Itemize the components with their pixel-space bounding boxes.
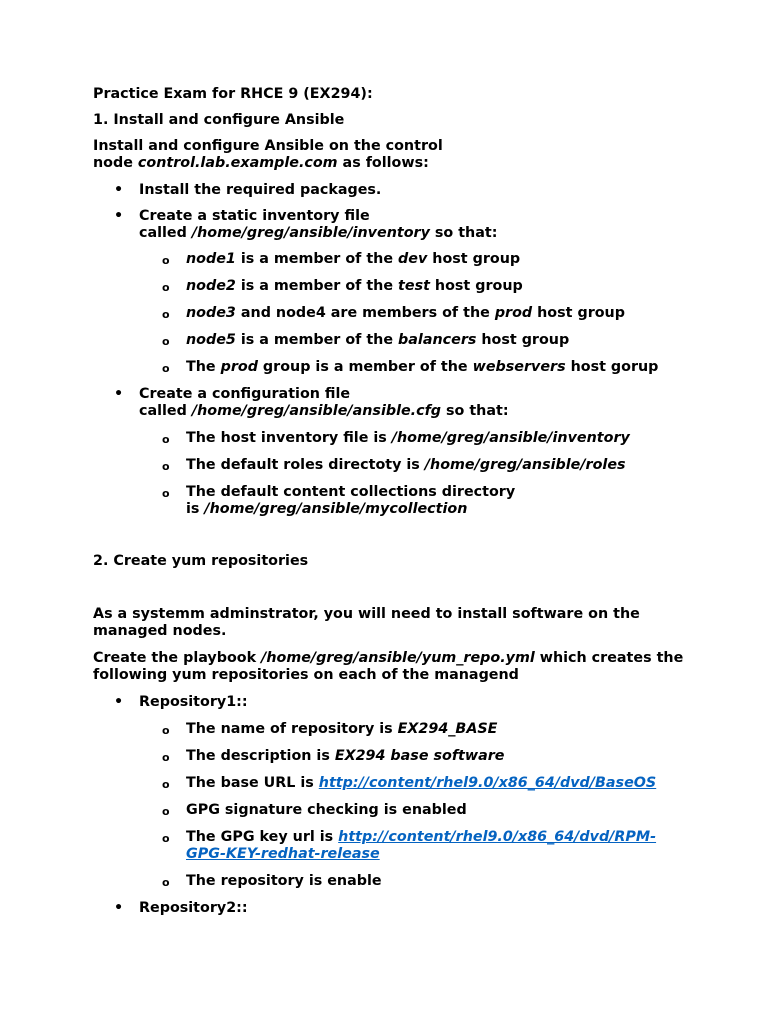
node-name: node2 bbox=[186, 278, 236, 294]
item-text: host group bbox=[429, 278, 523, 294]
section2-heading: 2. Create yum repositories bbox=[93, 553, 309, 569]
bullet-repository2 bbox=[93, 900, 693, 917]
item-text: The default roles directoty is bbox=[186, 457, 425, 473]
group-name: test bbox=[398, 278, 430, 294]
bullet-text: called bbox=[139, 225, 192, 241]
item-text: GPG signature checking is enabled bbox=[186, 802, 467, 818]
inventory-item bbox=[93, 332, 693, 349]
item-text: and node4 are members of the bbox=[235, 305, 495, 321]
bullet-text: Create a static inventory file bbox=[139, 208, 370, 224]
repo-item bbox=[93, 802, 693, 819]
inventory-item bbox=[93, 278, 693, 295]
inventory-item bbox=[93, 359, 693, 376]
intro-node-name: control.lab.example.com bbox=[137, 155, 338, 171]
item-text: host gorup bbox=[565, 359, 659, 375]
section1-heading: 1. Install and configure Ansible bbox=[93, 112, 345, 128]
repo-name: EX294_BASE bbox=[397, 721, 498, 737]
item-path: /home/greg/ansible/mycollection bbox=[204, 501, 468, 517]
config-item bbox=[93, 457, 693, 474]
section1-intro bbox=[93, 138, 693, 172]
item-text: The GPG key url is bbox=[186, 829, 339, 845]
item-text: is a member of the bbox=[235, 332, 399, 348]
repo-item bbox=[93, 873, 693, 890]
group-name: balancers bbox=[398, 332, 477, 348]
section2-para1: As a systemm adminstrator, you will need to install software on the managed nodes. bbox=[93, 606, 640, 639]
node-name: node3 bbox=[186, 305, 236, 321]
repo-item bbox=[93, 829, 693, 863]
document-body bbox=[93, 86, 693, 917]
bullet-text: Repository2:: bbox=[139, 900, 248, 916]
config-item bbox=[93, 484, 693, 518]
repo-description: EX294 base software bbox=[334, 748, 505, 764]
item-text: The name of repository is bbox=[186, 721, 398, 737]
intro-text-a: Install and configure Ansible on the control bbox=[93, 138, 443, 154]
bullet-text: Install the required packages. bbox=[139, 182, 382, 198]
group-name: prod bbox=[220, 359, 258, 375]
bullet-inventory bbox=[93, 208, 693, 242]
intro-text-c: as follows: bbox=[337, 155, 429, 171]
item-text: The repository is enable bbox=[186, 873, 382, 889]
playbook-path: /home/greg/ansible/yum_repo.yml bbox=[261, 650, 535, 666]
bullet-repository1 bbox=[93, 694, 693, 711]
bullet-text: called bbox=[139, 403, 192, 419]
bullet-text: so that: bbox=[441, 403, 509, 419]
item-text: The default content collections directory bbox=[186, 484, 516, 500]
repo-item bbox=[93, 748, 693, 765]
item-text: is a member of the bbox=[235, 278, 399, 294]
inventory-path: /home/greg/ansible/inventory bbox=[191, 225, 430, 241]
gpgkey-link[interactable]: http://content/rhel9.0/x86_64/dvd/RPM-GPG-KEY-redhat-release bbox=[186, 829, 657, 862]
item-text: is bbox=[186, 501, 205, 517]
repo-item bbox=[93, 721, 693, 738]
config-item bbox=[93, 430, 693, 447]
node-name: node5 bbox=[186, 332, 236, 348]
bullet-install-packages bbox=[93, 182, 693, 199]
item-text: The bbox=[186, 359, 221, 375]
item-text: The description is bbox=[186, 748, 335, 764]
node-name: node1 bbox=[186, 251, 236, 267]
item-text: The base URL is bbox=[186, 775, 319, 791]
para-text: Create the playbook bbox=[93, 650, 262, 666]
group-name: prod bbox=[494, 305, 533, 321]
repo-item bbox=[93, 775, 693, 792]
bullet-text: Repository1:: bbox=[139, 694, 248, 710]
intro-text-b: node bbox=[93, 155, 138, 171]
bullet-text: so that: bbox=[429, 225, 498, 241]
bullet-text: Create a configuration file bbox=[139, 386, 351, 402]
item-text: group is a member of the bbox=[257, 359, 473, 375]
inventory-item bbox=[93, 305, 693, 322]
inventory-item bbox=[93, 251, 693, 268]
item-path: /home/greg/ansible/inventory bbox=[391, 430, 630, 446]
item-text: host group bbox=[532, 305, 625, 321]
section2-para2 bbox=[93, 650, 693, 684]
group-name: webservers bbox=[472, 359, 566, 375]
para-text: which creates the following yum repositories on each of the managend bbox=[93, 650, 684, 683]
config-path: /home/greg/ansible/ansible.cfg bbox=[191, 403, 442, 419]
item-path: /home/greg/ansible/roles bbox=[424, 457, 626, 473]
item-text: is a member of the bbox=[235, 251, 399, 267]
item-text: The host inventory file is bbox=[186, 430, 392, 446]
item-text: host group bbox=[476, 332, 570, 348]
group-name: dev bbox=[398, 251, 428, 267]
baseurl-link[interactable]: http://content/rhel9.0/x86_64/dvd/BaseOS bbox=[318, 775, 657, 791]
document-title: Practice Exam for RHCE 9 (EX294): bbox=[93, 86, 373, 102]
item-text: host group bbox=[427, 251, 521, 267]
bullet-config-file bbox=[93, 386, 693, 420]
